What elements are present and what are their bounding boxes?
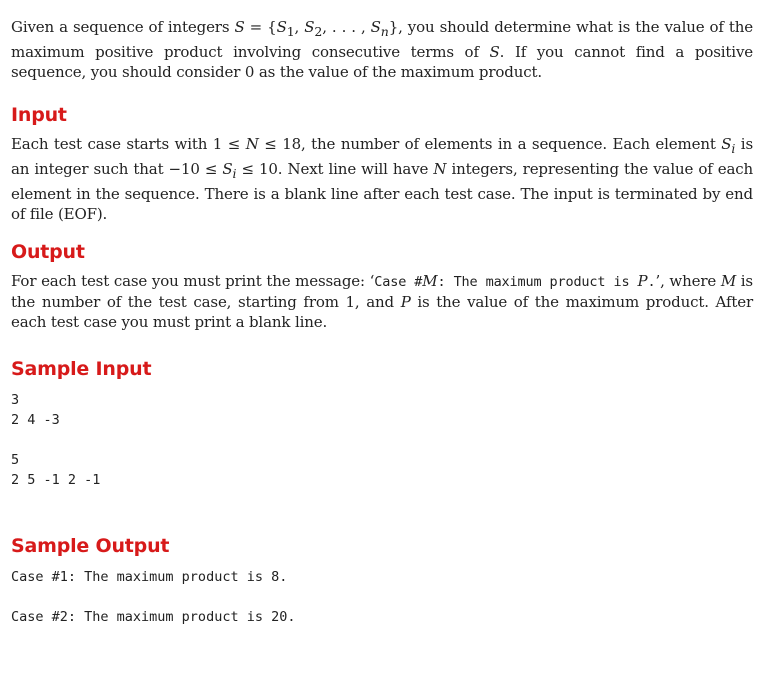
output-paragraph: For each test case you must print the message: ‘Case #M: The maximum product is P.’, where M is the number of the test case, starting from 1, and P is the value of the maximum product. After each test case you must print a blank line. <box>11 272 753 331</box>
sample-output-heading: Sample Output <box>11 535 170 557</box>
sample-output-line: Case #1: The maximum product is 8. <box>11 569 288 585</box>
sample-input-line: 2 5 -1 2 -1 <box>11 472 101 488</box>
input-heading: Input <box>11 104 67 126</box>
output-heading: Output <box>11 241 85 263</box>
problem-statement <box>11 17 753 625</box>
sample-input-line: 2 4 -3 <box>11 412 60 428</box>
sample-input-line: 5 <box>11 452 20 468</box>
sample-output-line: Case #2: The maximum product is 20. <box>11 609 296 625</box>
sample-input-heading: Sample Input <box>11 358 152 380</box>
intro-paragraph: Given a sequence of integers $S = \{S_1$, $S_2$, . . . , $S_n$}, you should determine what is the value of the maximum positive product involving consecutive terms of S. If you cannot find a positive sequence, you should consider 0 as the value of the maximum product. <box>11 18 753 81</box>
input-paragraph: Each test case starts with 1 ≤ N ≤ 18, the number of elements in a sequence. Each element $S_i$ is an integer such that $-10 \le S_i \le 10$. Next line will have N integers, representing the value of each element in the sequence. There is a blank line after each test case. The input is terminated by end of file (EOF). <box>11 135 753 223</box>
sample-input-line: 3 <box>11 392 20 408</box>
